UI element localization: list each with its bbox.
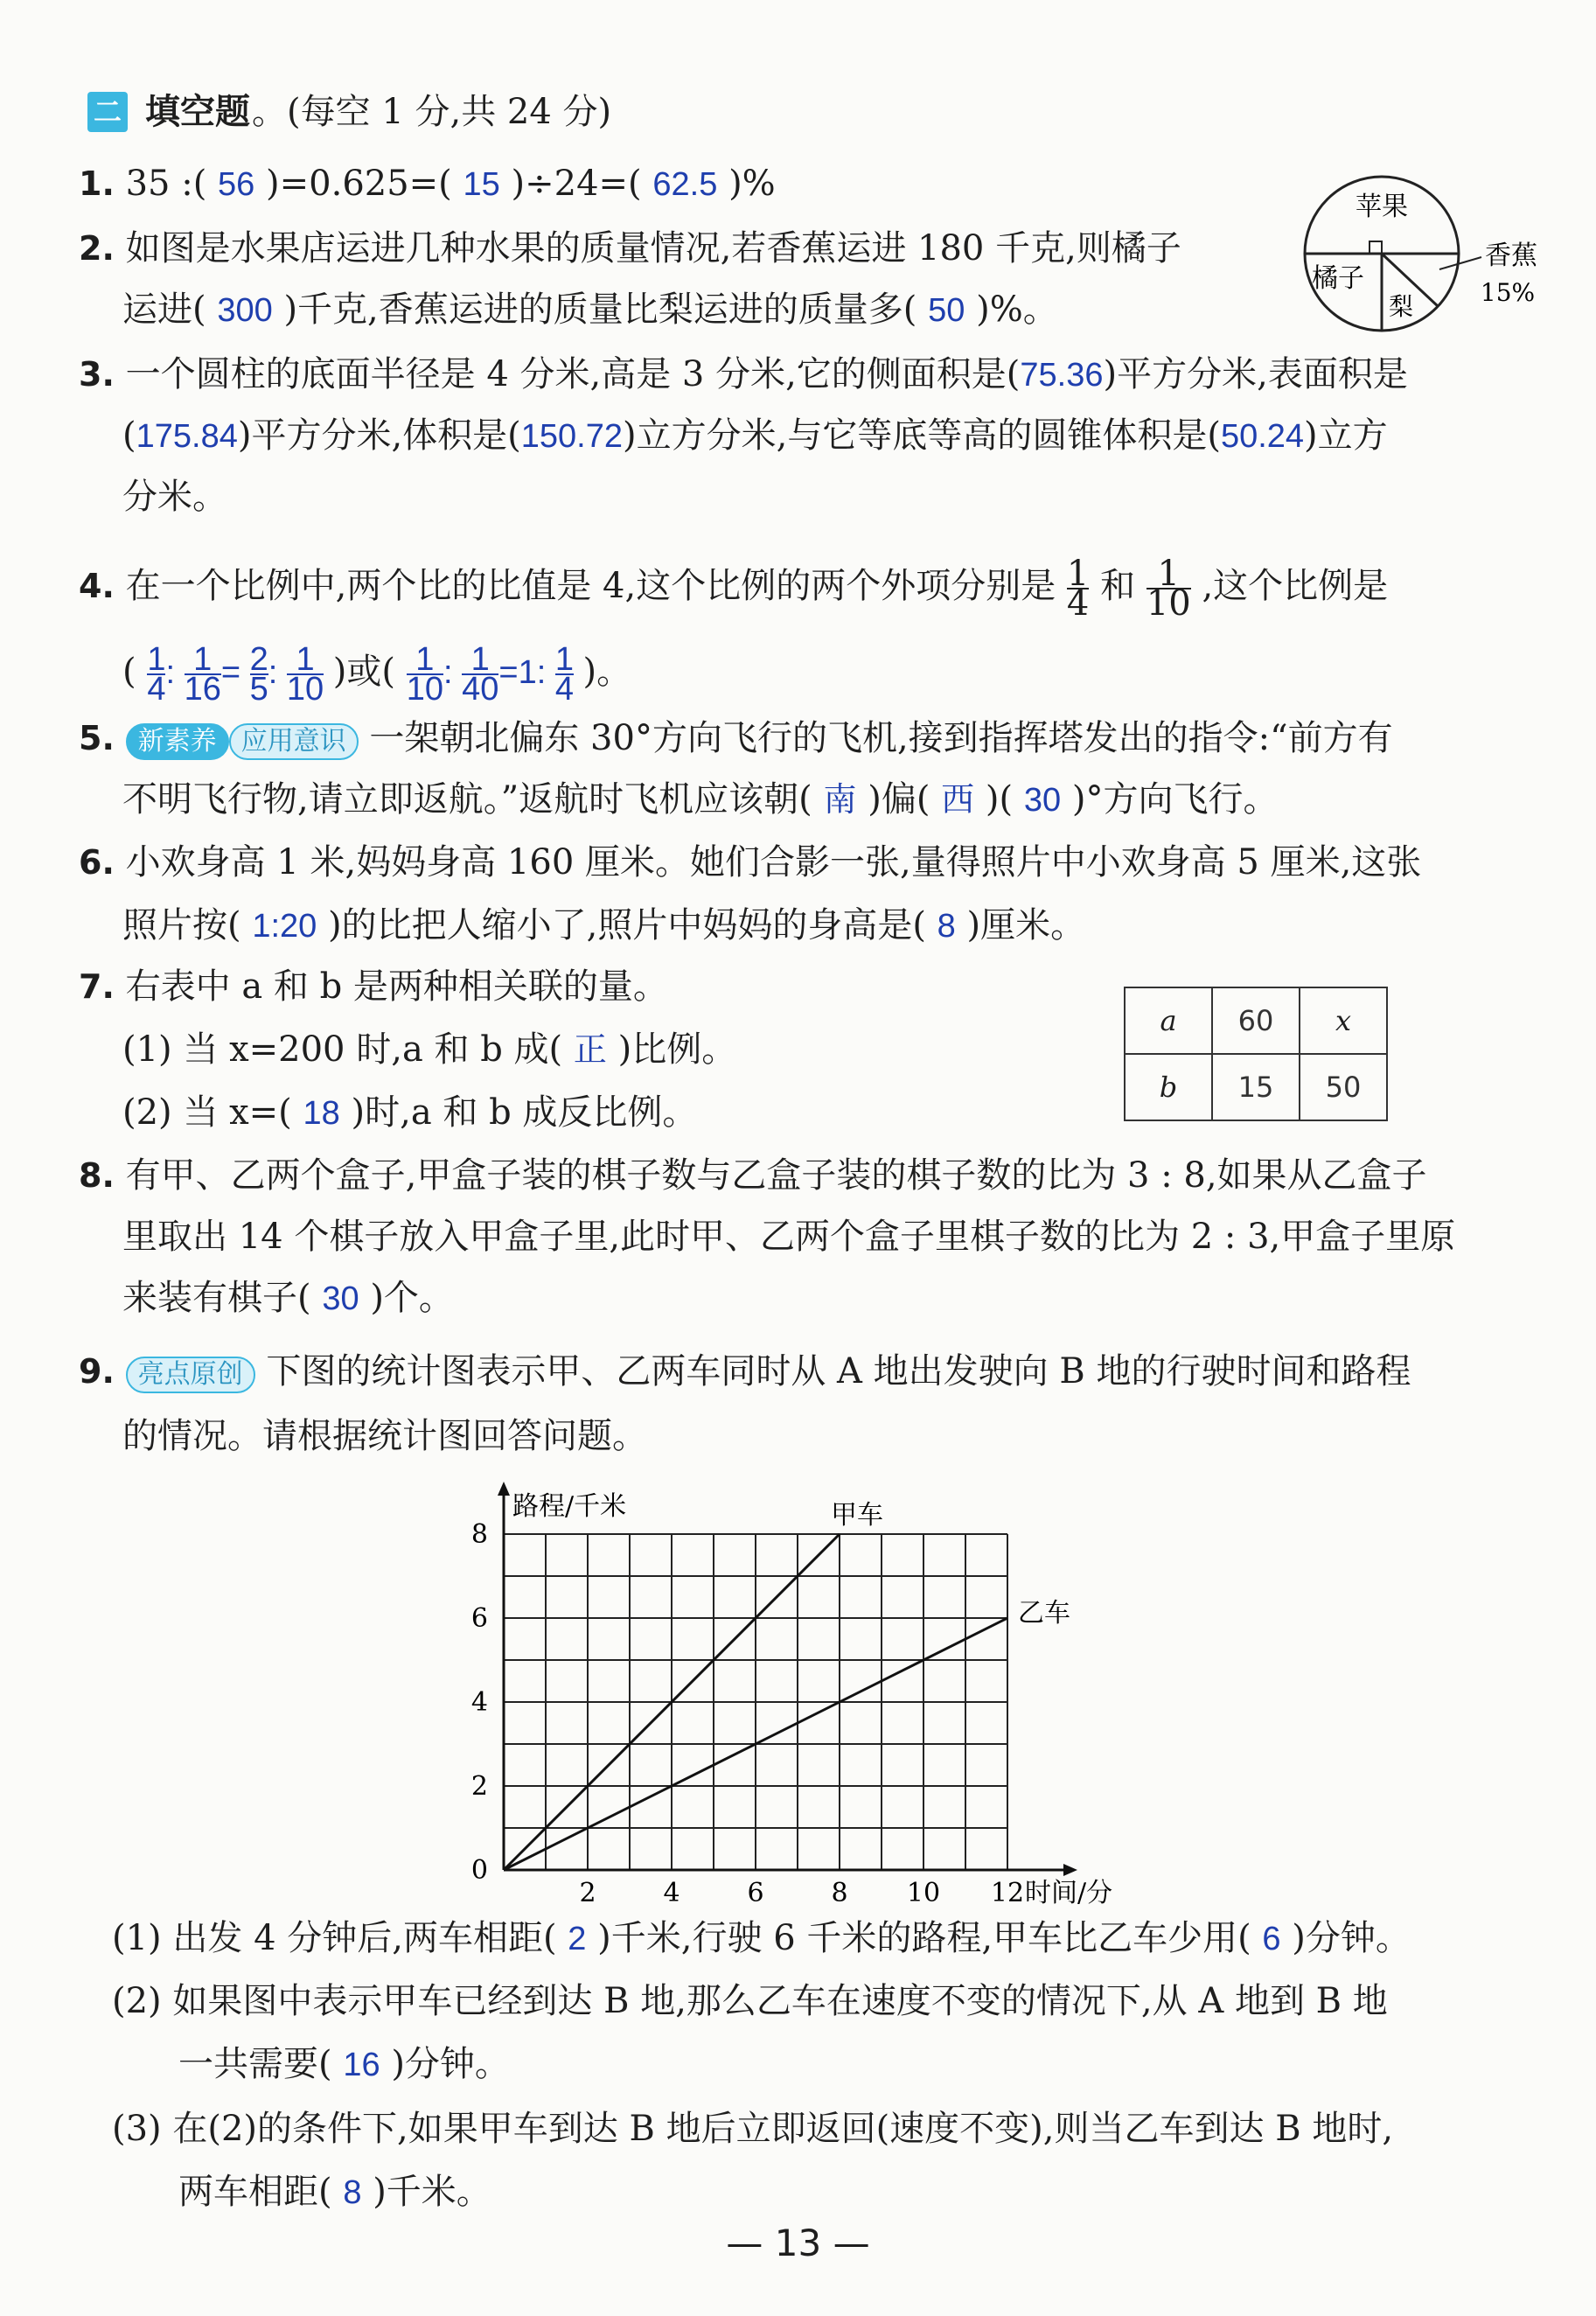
answer: 8 — [937, 908, 956, 945]
whole-number: 1 — [518, 654, 537, 692]
text: ,这个比例是 — [1202, 566, 1389, 606]
text: )°方向飞行。 — [1071, 779, 1279, 820]
question-4-line-1 — [79, 554, 1389, 624]
colon: : — [443, 654, 453, 692]
x-axis-arrow — [1063, 1864, 1077, 1876]
badge-original: 亮点原创 — [126, 1357, 255, 1393]
question-8-line-2: 里取出 14 个棋子放入甲盒子里,此时甲、乙两个盒子里棋子数的比为 2 : 3,甲盒子里原 — [122, 1217, 1456, 1257]
text: )分钟。 — [391, 2044, 510, 2084]
numerator: 1 — [407, 645, 443, 675]
answer: 50 — [928, 292, 965, 329]
pie-label-apple: 苹果 — [1356, 192, 1408, 222]
question-9-line-2: 的情况。请根据统计图回答问题。 — [122, 1416, 647, 1456]
text: ( — [122, 652, 136, 693]
x-tick-label: 10 — [906, 1878, 941, 1908]
table-cell: 50 — [1300, 1054, 1387, 1120]
question-5-line-2 — [122, 775, 1278, 825]
equals: = — [498, 654, 519, 692]
text: )时,a 和 b 成反比例。 — [351, 1092, 698, 1133]
x-tick-label: 4 — [663, 1878, 680, 1908]
denominator: 16 — [184, 671, 221, 708]
pie-label-banana: 香蕉 — [1485, 241, 1537, 271]
fraction — [406, 641, 443, 708]
numerator: 2 — [249, 641, 268, 678]
text: 和 — [1100, 566, 1136, 606]
table-cell: 15 — [1212, 1054, 1300, 1120]
fraction — [462, 641, 499, 708]
question-8-line-3 — [122, 1273, 454, 1323]
text: 照片按( — [122, 905, 241, 945]
question-9-sub-2-line-1: (2) 如果图中表示甲车已经到达 B 地,那么乙车在速度不变的情况下,从 A 地到 B 地 — [112, 1981, 1388, 2021]
numerator: 1 — [185, 645, 221, 675]
fraction — [184, 641, 221, 708]
denominator: 40 — [462, 671, 499, 708]
pie-label-banana-percent: 15% — [1480, 278, 1536, 307]
badge-application: 应用意识 — [229, 723, 359, 760]
question-2-line-2 — [122, 285, 1058, 335]
question-number: 2. — [79, 229, 115, 268]
numerator: 1 — [287, 645, 324, 675]
question-9-line-1 — [79, 1347, 1411, 1396]
question-number: 8. — [79, 1156, 115, 1195]
text: )千克,香蕉运进的质量比梨运进的质量多( — [283, 290, 917, 330]
text: 小欢身高 1 米,妈妈身高 160 厘米。她们合影一张,量得照片中小欢身高 5 厘米,这张 — [125, 842, 1422, 882]
answer: 62.5 — [652, 166, 718, 203]
numerator: 1 — [554, 641, 574, 678]
text: )厘米。 — [966, 905, 1086, 945]
table-cell: 60 — [1212, 987, 1300, 1054]
distance-time-chart — [455, 1469, 1172, 1924]
section-score-note: 。(每空 1 分,共 24 分) — [252, 92, 612, 132]
table-cell: x — [1300, 987, 1387, 1054]
question-number: 1. — [79, 164, 115, 203]
question-6-line-1 — [79, 838, 1421, 887]
answer: 南 — [823, 782, 857, 819]
answer: 50.24 — [1220, 418, 1305, 455]
fraction — [147, 641, 166, 708]
answer: 75.36 — [1020, 357, 1104, 394]
answer: 6 — [1262, 1921, 1281, 1957]
answer: 175.84 — [136, 418, 238, 455]
text: 在一个比例中,两个比的比值是 4,这个比例的两个外项分别是 — [125, 566, 1056, 606]
x-tick-label: 2 — [579, 1878, 596, 1908]
right-angle-mark — [1369, 241, 1382, 254]
text: 有甲、乙两个盒子,甲盒子装的棋子数与乙盒子装的棋子数的比为 3 : 8,如果从乙盒子 — [125, 1155, 1427, 1196]
section-title: 填空题 — [145, 92, 250, 132]
fruit-pie-chart — [1294, 166, 1548, 341]
y-tick-label: 6 — [470, 1603, 488, 1634]
question-number: 6. — [79, 843, 115, 882]
answer: 正 — [573, 1032, 607, 1069]
text: )÷24=( — [511, 164, 642, 204]
question-1 — [79, 159, 776, 209]
question-9-sub-3-line-2 — [178, 2167, 491, 2217]
question-7-sub-2 — [122, 1088, 697, 1138]
table-row — [1125, 1054, 1387, 1120]
table-cell: a — [1125, 987, 1212, 1054]
answer-proportion-a — [147, 641, 332, 708]
denominator: 4 — [1066, 583, 1090, 624]
question-7-sub-1 — [122, 1025, 736, 1075]
fraction — [1066, 554, 1090, 624]
question-2-line-1 — [79, 224, 1181, 273]
fraction — [1146, 554, 1191, 624]
answer: 18 — [303, 1095, 340, 1132]
table-row — [1125, 987, 1387, 1054]
text: )千米,行驶 6 千米的路程,甲车比乙车少用( — [597, 1918, 1251, 1958]
text: )立方 — [1304, 415, 1388, 456]
banana-pointer — [1439, 257, 1481, 269]
text: 下图的统计图表示甲、乙两车同时从 A 地出发驶向 B 地的行驶时间和路程 — [266, 1351, 1411, 1392]
answer-proportion-b — [406, 641, 583, 708]
text: 一共需要( — [178, 2044, 332, 2084]
text: )立方分米,与它等底等高的圆锥体积是( — [623, 415, 1221, 456]
text: )( — [985, 779, 1014, 820]
text: (1) 出发 4 分钟后,两车相距( — [112, 1918, 557, 1958]
question-number: 3. — [79, 355, 115, 394]
question-4-line-2 — [122, 641, 632, 708]
ab-table — [1124, 987, 1388, 1121]
origin-label: 0 — [470, 1855, 488, 1886]
text: ( — [122, 415, 136, 456]
answer: 30 — [322, 1280, 359, 1317]
fraction — [554, 641, 574, 708]
page-number: — 13 — — [726, 2222, 870, 2264]
question-3-line-2 — [122, 411, 1388, 461]
text: 不明飞行物,请立即返航。”返航时飞机应该朝( — [122, 779, 812, 820]
answer: 300 — [217, 292, 273, 329]
colon: : — [536, 654, 547, 692]
answer: 30 — [1023, 782, 1062, 819]
denominator: 10 — [1146, 583, 1191, 624]
text: )比例。 — [617, 1029, 737, 1070]
x-tick-label: 6 — [747, 1878, 764, 1908]
question-3-line-1 — [79, 350, 1408, 400]
pie-label-pear: 梨 — [1388, 292, 1414, 321]
question-number: 5. — [79, 719, 115, 757]
question-9-sub-2-line-2 — [178, 2040, 510, 2089]
text: 来装有棋子( — [122, 1278, 311, 1318]
colon: : — [268, 654, 278, 692]
question-9-sub-1 — [112, 1914, 1411, 1964]
question-number: 7. — [79, 967, 115, 1006]
numerator: 1 — [462, 645, 498, 675]
question-6-line-2 — [122, 901, 1085, 951]
fraction — [249, 641, 268, 708]
text: )% — [728, 164, 776, 204]
answer: 16 — [343, 2047, 380, 2083]
text: )的比把人缩小了,照片中妈妈的身高是( — [328, 905, 926, 945]
answer: 2 — [568, 1921, 587, 1957]
text: 运进( — [122, 290, 206, 330]
series-label: 乙车 — [1018, 1598, 1070, 1629]
text: )个。 — [370, 1278, 454, 1318]
answer: 1:20 — [252, 908, 317, 945]
text: 右表中 a 和 b 是两种相关联的量。 — [125, 966, 668, 1007]
question-5-line-1 — [79, 714, 1393, 763]
numerator: 1 — [1066, 554, 1090, 594]
colon: : — [165, 654, 176, 692]
equals: = — [220, 654, 241, 692]
series-label: 甲车 — [831, 1500, 883, 1531]
text: 一个圆柱的底面半径是 4 分米,高是 3 分米,它的侧面积是( — [125, 354, 1021, 394]
text: 35 :( — [125, 164, 207, 204]
answer: 150.72 — [520, 418, 624, 455]
numerator: 1 — [147, 641, 166, 678]
question-8-line-1 — [79, 1151, 1427, 1200]
text: 两车相距( — [178, 2172, 332, 2212]
text: )平方分米,表面积是 — [1103, 354, 1408, 394]
text: )平方分米,体积是( — [237, 415, 521, 456]
text: )偏( — [868, 779, 930, 820]
text: )=0.625=( — [266, 164, 452, 204]
pie-label-orange: 橘子 — [1312, 263, 1364, 294]
text: (2) 当 x=( — [122, 1092, 292, 1133]
answer: 15 — [463, 166, 500, 203]
text: )千米。 — [373, 2172, 491, 2212]
y-tick-label: 2 — [470, 1771, 488, 1802]
question-7-line-1 — [79, 962, 668, 1011]
x-axis-label: 时间/分 — [1025, 1878, 1113, 1908]
y-axis-label: 路程/千米 — [512, 1491, 627, 1522]
text: (1) 当 x=200 时,a 和 b 成( — [122, 1029, 563, 1070]
question-3-line-3: 分米。 — [122, 477, 227, 517]
y-axis-arrow — [498, 1482, 510, 1496]
x-tick-label: 8 — [831, 1878, 848, 1908]
text: )。 — [582, 652, 632, 693]
text: )分钟。 — [1292, 1918, 1411, 1958]
text: 一架朝北偏东 30°方向飞行的飞机,接到指挥塔发出的指令:“前方有 — [369, 718, 1393, 758]
numerator: 1 — [1146, 560, 1191, 589]
question-number: 9. — [79, 1352, 115, 1391]
y-tick-label: 4 — [470, 1687, 488, 1718]
answer: 56 — [218, 166, 255, 203]
text: 如图是水果店运进几种水果的质量情况,若香蕉运进 180 千克,则橘子 — [125, 228, 1181, 269]
question-9-sub-3-line-1: (3) 在(2)的条件下,如果甲车到达 B 地后立即返回(速度不变),则当乙车到达 B 地时, — [112, 2109, 1394, 2149]
x-tick-label: 12 — [990, 1878, 1025, 1908]
table-cell: b — [1125, 1054, 1212, 1120]
denominator: 5 — [249, 671, 268, 708]
answer: 西 — [941, 782, 975, 819]
section-icon: 二 — [87, 92, 128, 132]
y-tick-label: 8 — [470, 1519, 488, 1550]
badge-new-literacy: 新素养 — [126, 723, 229, 760]
denominator: 10 — [286, 671, 324, 708]
answer: 8 — [343, 2174, 362, 2211]
text: )或( — [332, 652, 395, 693]
fraction — [286, 641, 324, 708]
text: )%。 — [976, 290, 1058, 330]
denominator: 4 — [147, 671, 166, 708]
denominator: 4 — [554, 671, 574, 708]
denominator: 10 — [406, 671, 443, 708]
question-number: 4. — [79, 567, 115, 605]
